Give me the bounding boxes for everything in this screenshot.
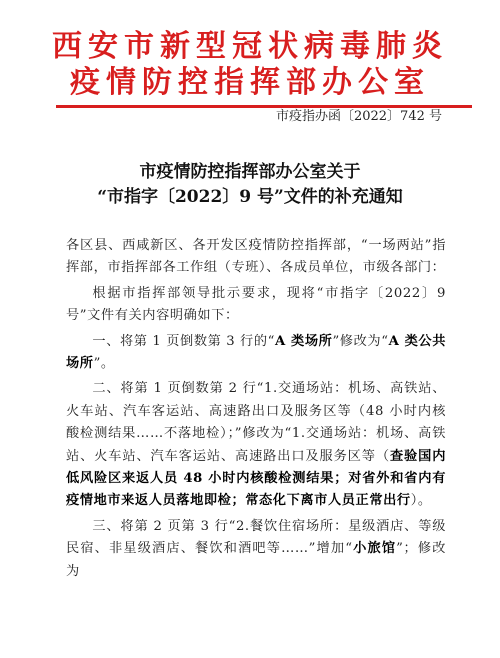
document-title-line-2: “市指字〔2022〕9 号”文件的补充通知 (97, 187, 403, 207)
item-2-text-a: 二、将第 1 页倒数第 2 行“1.交通场站：机场、高铁站、火车站、汽车客运站、高速路出口及服务区等（48 小时内核酸检测结果……不落地检）；”修改为“1.交通场站：机场、高铁站、火车站、汽车客运站、高速路出口及服务区等（ (66, 381, 446, 464)
item-3-text-c: ”；修改为 (66, 541, 446, 579)
intro-paragraph: 根据市指挥部领导批示要求，现将“市指字〔2022〕9 号”文件有关内容明确如下： (66, 285, 446, 324)
item-1-paragraph (66, 331, 446, 376)
item-3-text-a: 三、将第 2 页第 3 行“2.餐饮住宿场所：星级酒店、等级民宿、非星级酒店、餐饮和酒吧等……”增加“ (66, 518, 446, 557)
document-number: 市疫指办函〔2022〕742 号 (275, 109, 442, 124)
item-1-bold-new: A 类公共场所 (66, 333, 446, 372)
item-1-text-d: ”。 (93, 356, 115, 372)
item-2-paragraph (66, 378, 446, 512)
addressee-paragraph: 各区县、西咸新区、各开发区疫情防控指挥部，“一场两站”指挥部，市指挥部各工作组（专班）、各成员单位，市级各部门： (66, 238, 446, 276)
item-1-text-c: ”修改为“ (332, 333, 389, 349)
issuing-organization-line-1: 西安市新型冠状病毒肺炎 (52, 29, 448, 64)
item-1-bold-old: A 类场所 (274, 333, 333, 349)
item-1-text-a: 一、将第 1 页倒数第 3 行的“ (92, 333, 275, 349)
document-title-line-1: 市疫情防控指挥部办公室关于 (139, 162, 361, 182)
item-3-paragraph (66, 516, 446, 583)
document-body (66, 235, 446, 586)
item-2-text-c: ）。 (410, 493, 432, 509)
item-2-bold: 查验国内低风险区来返人员 48 小时内核酸检测结果；对省外和省内有疫情地市来返人员落地即检；常态化下离市人员正常出行 (66, 448, 446, 509)
item-3-bold: 小旅馆 (352, 541, 397, 557)
issuing-organization-line-2: 疫情防控指挥部办公室 (70, 65, 430, 100)
